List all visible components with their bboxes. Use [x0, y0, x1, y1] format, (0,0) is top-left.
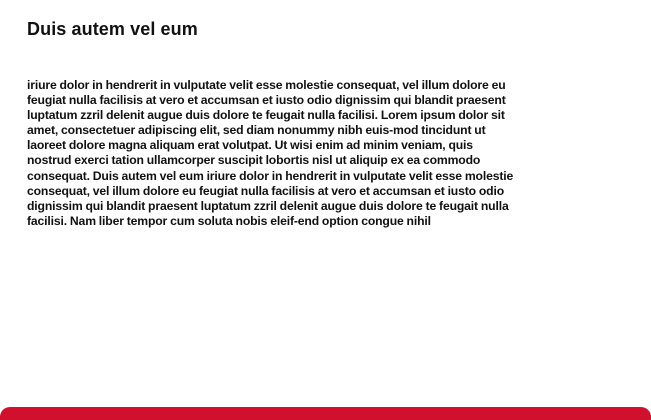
page-title: Duis autem vel eum	[27, 19, 198, 39]
footer-accent-bar	[0, 407, 651, 420]
body-paragraph: iriure dolor in hendrerit in vulputate velit esse molestie consequat, vel illum dolore eu feugiat nulla facilisis at vero et accumsan et iusto odio dignissim qui blandit praesent luptatum zzril delenit augue duis dolore te feugait nulla facilisi. Lorem ipsum dolor sit amet, consectetuer adipiscing elit, sed diam nonummy nibh euis-mod tincidunt ut laoreet dolore magna aliquam erat volutpat. Ut wisi enim ad minim veniam, quis nostrud exerci tation ullamcorper suscipit lobortis nisl ut aliquip ex ea commodo consequat. Duis autem vel eum iriure dolor in hendrerit in vulputate velit esse molestie consequat, vel illum dolore eu feugiat nulla facilisis at vero et accumsan et iusto odio dignissim qui blandit praesent luptatum zzril delenit augue duis dolore te feugait nulla facilisi. Nam liber tempor cum soluta nobis eleif-end option congue nihil	[27, 78, 514, 228]
